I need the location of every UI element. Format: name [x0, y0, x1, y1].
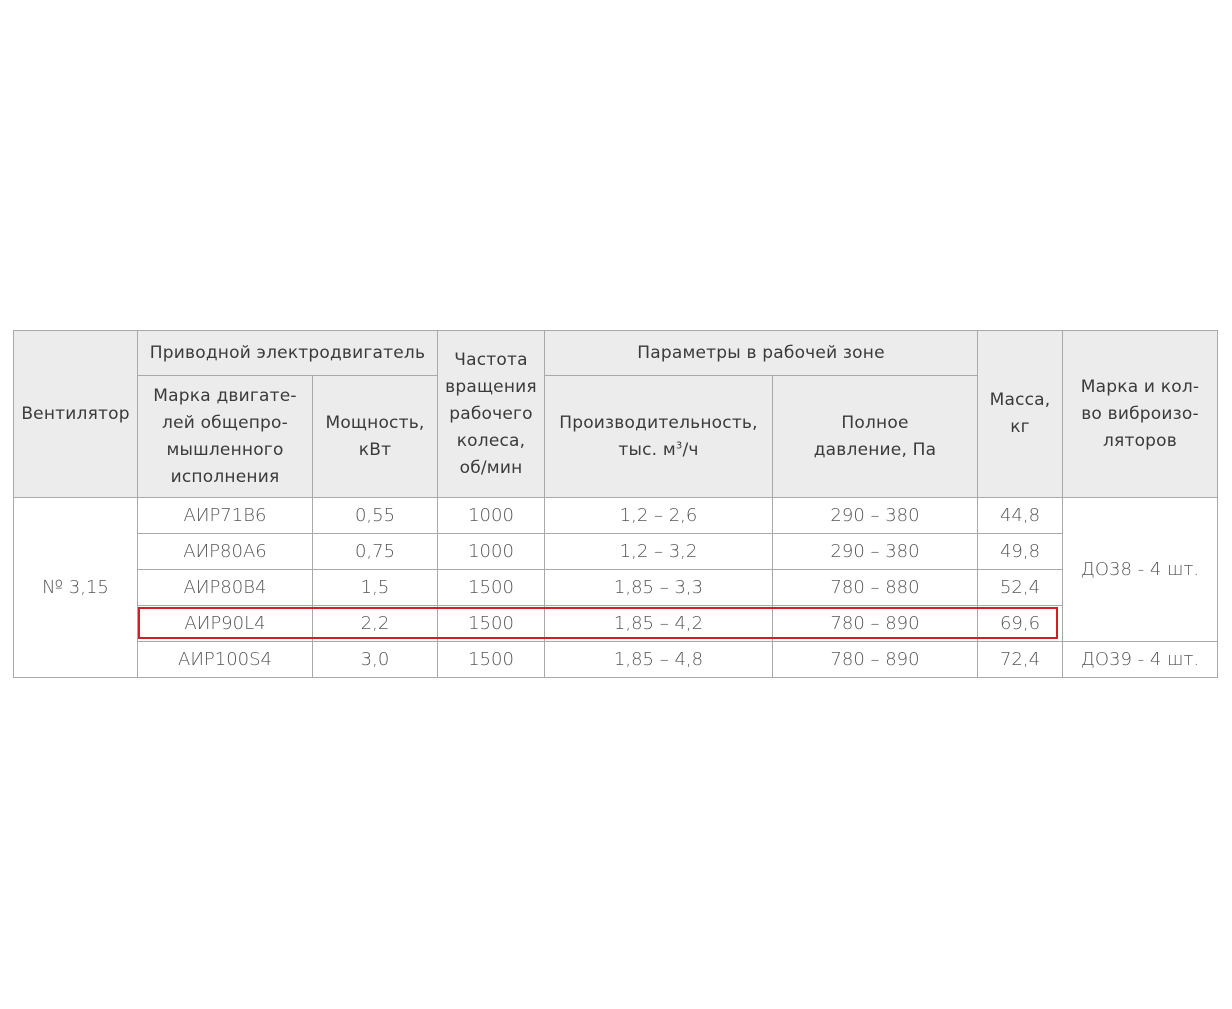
- header-motor-brand: Марка двигате-лей общепро-мышленного исполнения: [138, 376, 313, 498]
- table-row-highlighted: [14, 606, 1218, 642]
- motor-cell: АИР71В6: [138, 498, 313, 534]
- speed-cell: 1500: [438, 606, 545, 642]
- motor-cell: АИР100S4: [138, 642, 313, 678]
- header-power: Мощность, кВт: [313, 376, 438, 498]
- spec-table: [13, 330, 1218, 678]
- header-fan: Вентилятор: [14, 331, 138, 498]
- mass-cell: 44,8: [978, 498, 1063, 534]
- header-motor-group: Приводной электродвигатель: [138, 331, 438, 376]
- pressure-cell: 780 – 890: [773, 606, 978, 642]
- header-params-group: Параметры в рабочей зоне: [545, 331, 978, 376]
- pressure-cell: 780 – 890: [773, 642, 978, 678]
- speed-cell: 1000: [438, 498, 545, 534]
- power-cell: 0,75: [313, 534, 438, 570]
- header-mass: Масса, кг: [978, 331, 1063, 498]
- capacity-cell: 1,85 – 4,8: [545, 642, 773, 678]
- motor-cell: АИР90L4: [138, 606, 313, 642]
- power-cell: 3,0: [313, 642, 438, 678]
- pressure-cell: 290 – 380: [773, 498, 978, 534]
- header-capacity-unit-pre: тыс. м: [618, 439, 676, 460]
- power-cell: 2,2: [313, 606, 438, 642]
- header-capacity: [545, 376, 773, 498]
- speed-cell: 1000: [438, 534, 545, 570]
- header-speed: Частота вращения рабочего колеса, об/мин: [438, 331, 545, 498]
- motor-cell: АИР80В4: [138, 570, 313, 606]
- isolators-cell: ДО39 - 4 шт.: [1063, 642, 1218, 678]
- header-capacity-unit-post: /ч: [682, 439, 699, 460]
- table-row: [14, 570, 1218, 606]
- isolators-cell: ДО38 - 4 шт.: [1063, 498, 1218, 642]
- header-pressure: Полное давление, Па: [773, 376, 978, 498]
- speed-cell: 1500: [438, 570, 545, 606]
- fan-cell: № 3,15: [14, 498, 138, 678]
- capacity-cell: 1,2 – 2,6: [545, 498, 773, 534]
- capacity-cell: 1,85 – 4,2: [545, 606, 773, 642]
- table-row: [14, 498, 1218, 534]
- mass-cell: 49,8: [978, 534, 1063, 570]
- capacity-cell: 1,2 – 3,2: [545, 534, 773, 570]
- header-capacity-unit-sup: 3: [675, 439, 683, 451]
- motor-cell: АИР80А6: [138, 534, 313, 570]
- power-cell: 1,5: [313, 570, 438, 606]
- header-capacity-main: Производительность,: [559, 412, 758, 433]
- table-row: [14, 534, 1218, 570]
- capacity-cell: 1,85 – 3,3: [545, 570, 773, 606]
- mass-cell: 52,4: [978, 570, 1063, 606]
- pressure-cell: 780 – 880: [773, 570, 978, 606]
- speed-cell: 1500: [438, 642, 545, 678]
- power-cell: 0,55: [313, 498, 438, 534]
- header-isolators: Марка и кол-во виброизо-ляторов: [1063, 331, 1218, 498]
- mass-cell: 72,4: [978, 642, 1063, 678]
- table-row: [14, 642, 1218, 678]
- pressure-cell: 290 – 380: [773, 534, 978, 570]
- mass-cell: 69,6: [978, 606, 1063, 642]
